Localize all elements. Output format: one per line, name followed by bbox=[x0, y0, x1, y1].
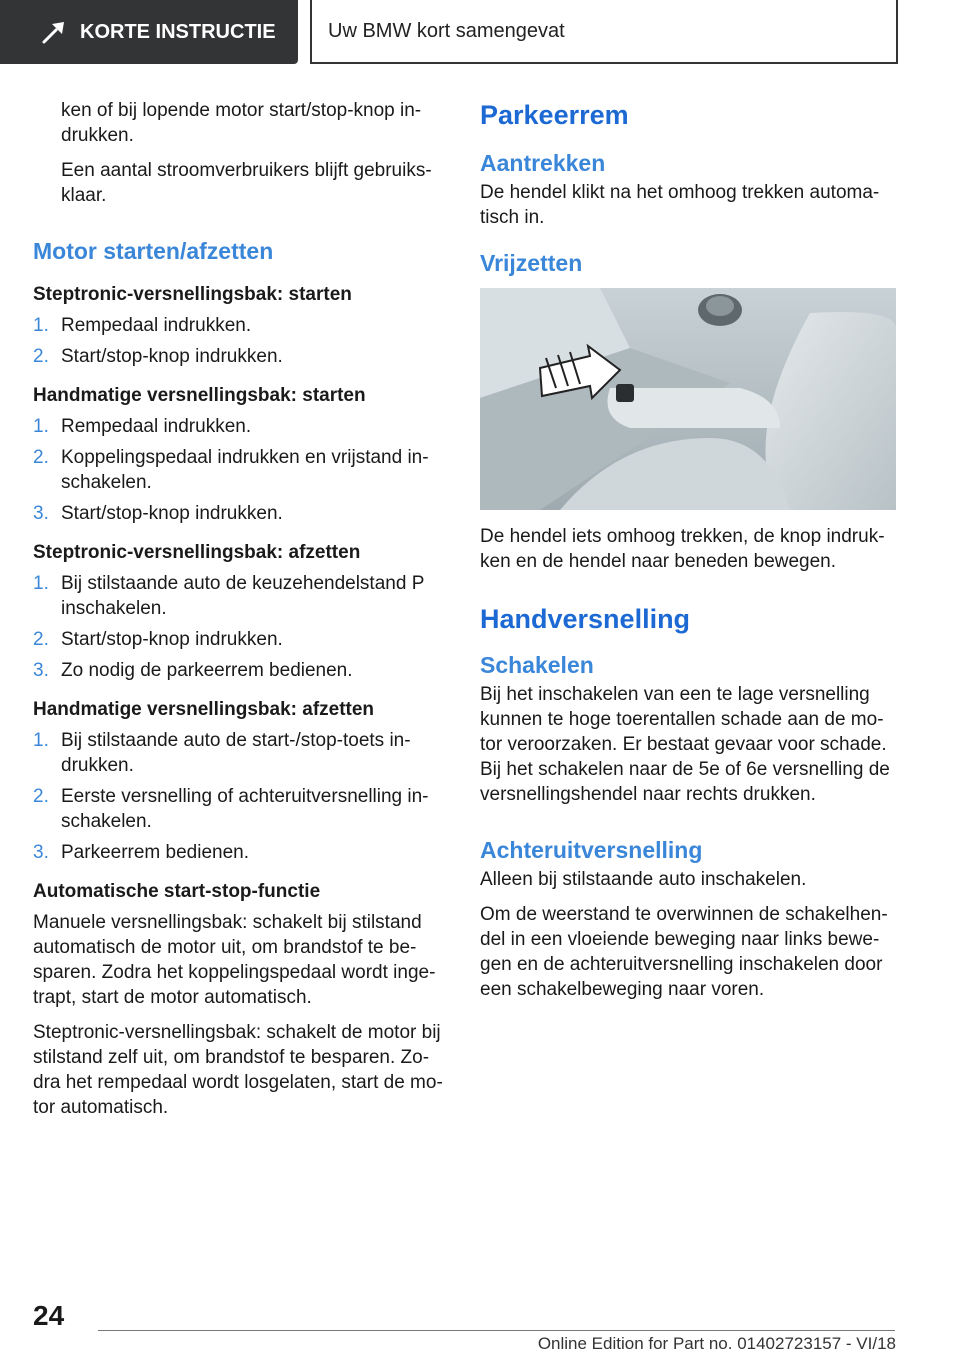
manual-transmission-heading: Handversnelling bbox=[480, 604, 691, 634]
list-item: 1. Rempedaal indrukken. bbox=[33, 315, 252, 336]
right-column bbox=[480, 98, 896, 1012]
section-title: Steptronic-versnellingsbak: starten bbox=[33, 284, 352, 305]
intro-paragraph-2: Een aantal stroomverbruikers blijft gebruiks-klaar. bbox=[61, 160, 432, 206]
list-item: 1. Rempedaal indrukken. bbox=[33, 416, 252, 437]
motor-heading: Motor starten/afzetten bbox=[33, 238, 274, 264]
list-item: 1. Bij stilstaande auto de start-/stop-toets in-drukken. bbox=[33, 730, 411, 776]
release-text: De hendel iets omhoog trekken, de knop indruk-ken en de hendel naar beneden bewegen. bbox=[480, 526, 885, 572]
footer-divider bbox=[98, 1330, 895, 1331]
chapter-title-tab bbox=[310, 0, 898, 64]
intro-paragraph-1: ken of bij lopende motor start/stop-knop in-drukken. bbox=[61, 100, 422, 146]
reverse-text-2: Om de weerstand te overwinnen de schakelhen-del in een vloeiende beweging naar links bewe-gen en de achteruitversnelling inschakelen door een schakelbeweging naar voren. bbox=[480, 904, 888, 1000]
auto-paragraph-1: Manuele versnellingsbak: schakelt bij stilstand automatisch de motor uit, om brandstof te be-sparen. Zodra het koppelingspedaal wordt inge-trapt, start de motor automatisch. bbox=[33, 912, 436, 1008]
shift-heading: Schakelen bbox=[480, 652, 594, 678]
release-heading: Vrijzetten bbox=[480, 250, 583, 276]
numbered-list bbox=[33, 728, 447, 865]
section-tab[interactable] bbox=[0, 0, 298, 64]
list-item: 2. Start/stop-knop indrukken. bbox=[33, 629, 283, 650]
page-header bbox=[0, 0, 960, 66]
section-title: Handmatige versnellingsbak: starten bbox=[33, 385, 366, 406]
numbered-list bbox=[33, 313, 447, 369]
auto-start-stop-title: Automatische start-stop-functie bbox=[33, 881, 321, 902]
section-title: Handmatige versnellingsbak: afzetten bbox=[33, 699, 375, 720]
list-item: 2. Eerste versnelling of achteruitversnelling in-schakelen. bbox=[33, 786, 429, 832]
pull-heading: Aantrekken bbox=[480, 150, 606, 176]
section-tab-label: KORTE INSTRUCTIE bbox=[80, 20, 276, 43]
list-item: 3. Start/stop-knop indrukken. bbox=[33, 503, 283, 524]
reverse-heading: Achteruitversnelling bbox=[480, 837, 703, 863]
list-item: 1. Bij stilstaande auto de keuzehendelstand P inschakelen. bbox=[33, 573, 425, 619]
auto-paragraph-2: Steptronic-versnellingsbak: schakelt de motor bij stilstand zelf uit, om brandstof te besparen. Zo-dra het rempedaal wordt losgelaten, start de mo-tor automatisch. bbox=[33, 1022, 443, 1118]
section-title: Steptronic-versnellingsbak: afzetten bbox=[33, 542, 361, 563]
chapter-title: Uw BMW kort samengevat bbox=[328, 19, 565, 42]
list-item: 2. Start/stop-knop indrukken. bbox=[33, 346, 283, 367]
parking-brake-photo bbox=[480, 288, 896, 510]
shift-text: Bij het inschakelen van een te lage versnelling kunnen te hoge toerentallen schade aan de mo-tor veroorzaken. Er bestaat gevaar voor schade. Bij het schakelen naar de 5e of 6e versnelling de versnellingshendel naar rechts drukken. bbox=[480, 684, 890, 805]
parking-brake-heading: Parkeerrem bbox=[480, 100, 629, 130]
numbered-list bbox=[33, 571, 447, 683]
left-column bbox=[33, 98, 447, 1130]
wrench-arrow-icon bbox=[40, 18, 68, 46]
list-item: 3. Parkeerrem bedienen. bbox=[33, 842, 249, 863]
pull-text: De hendel klikt na het omhoog trekken automa-tisch in. bbox=[480, 182, 880, 228]
numbered-list bbox=[33, 414, 447, 526]
list-item: 2. Koppelingspedaal indrukken en vrijstand in-schakelen. bbox=[33, 447, 429, 493]
reverse-text-1: Alleen bij stilstaande auto inschakelen. bbox=[480, 869, 807, 890]
list-item: 3. Zo nodig de parkeerrem bedienen. bbox=[33, 660, 353, 681]
page-number: 24 bbox=[33, 1300, 65, 1331]
edition-text: Online Edition for Part no. 01402723157 - VI/18 bbox=[537, 1334, 896, 1353]
